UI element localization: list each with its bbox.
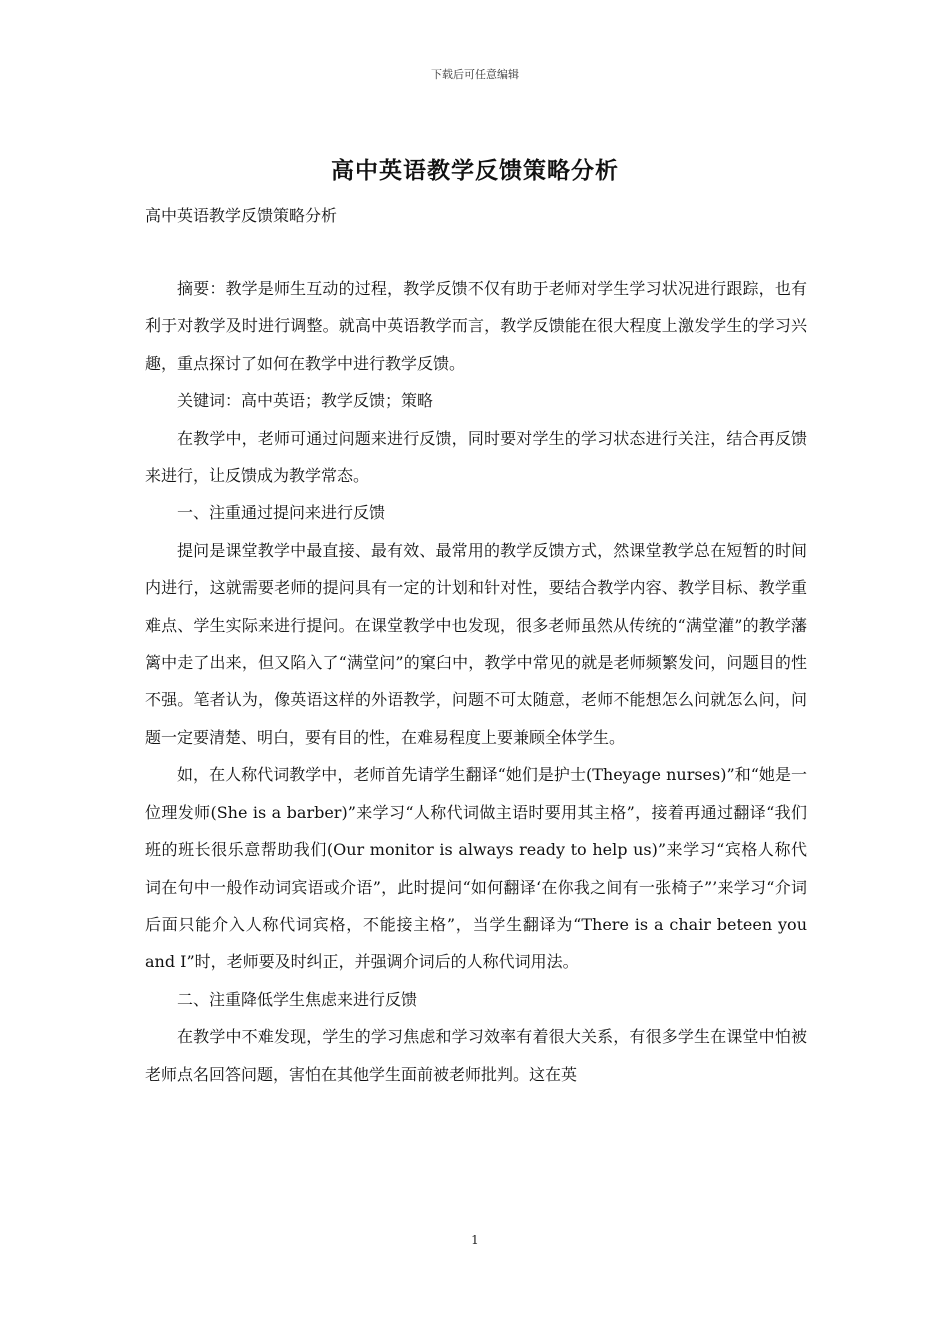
document-title: 高中英语教学反馈策略分析 (331, 157, 619, 184)
section-heading: 一、注重通过提问来进行反馈 (177, 503, 386, 523)
section-heading: 二、注重降低学生焦虑来进行反馈 (177, 989, 418, 1009)
document-body (145, 270, 807, 1093)
page-number: 1 (471, 1233, 479, 1247)
keywords-paragraph: 关键词：高中英语；教学反馈；策略 (177, 391, 434, 411)
document-subtitle: 高中英语教学反馈策略分析 (145, 206, 338, 225)
body-paragraph: 在教学中不难发现，学生的学习焦虑和学习效率有着很大关系，有很多学生在课堂中怕被老师点名回答问题，害怕在其他学生面前被老师批判。这在英 (145, 1027, 807, 1084)
body-paragraph: 提问是课堂教学中最直接、最有效、最常用的教学反馈方式，然课堂教学总在短暂的时间内进行，这就需要老师的提问具有一定的计划和针对性，要结合教学内容、教学目标、教学重难点、学生实际来进行提问。在课堂教学中也发现，很多老师虽然从传统的“满堂灌”的教学藩篱中走了出来，但又陷入了“满堂问”的窠臼中，教学中常见的就是老师频繁发问，问题目的性不强。笔者认为，像英语这样的外语教学，问题不可太随意，老师不能想怎么问就怎么问，问题一定要清楚、明白，要有目的性，在难易程度上要兼顾全体学生。 (145, 540, 807, 747)
page-header: 下载后可任意编辑 (431, 68, 519, 81)
body-paragraph: 如，在人称代词教学中，老师首先请学生翻译“她们是护士(Theyage nurses)”和“她是一位理发师(She is a barber)”来学习“人称代词做主语时要用其主格”，接着再通过翻译“我们班的班长很乐意帮助我们(Our monitor is always ready to help us)”来学习“宾格人称代词在句中一般作动词宾语或介语”，此时提问“如何翻译‘在你我之间有一张椅子”’来学习“介词后面只能介入人称代词宾格，不能接主格”，当学生翻译为“There is a chair beteen you and I”时，老师要及时纠正，并强调介词后的人称代词用法。 (145, 765, 807, 972)
abstract-paragraph: 摘要：教学是师生互动的过程，教学反馈不仅有助于老师对学生学习状况进行跟踪，也有利于对教学及时进行调整。就高中英语教学而言，教学反馈能在很大程度上激发学生的学习兴趣，重点探讨了如何在教学中进行教学反馈。 (145, 279, 807, 373)
body-paragraph: 在教学中，老师可通过问题来进行反馈，同时要对学生的学习状态进行关注，结合再反馈来进行，让反馈成为教学常态。 (145, 428, 807, 486)
